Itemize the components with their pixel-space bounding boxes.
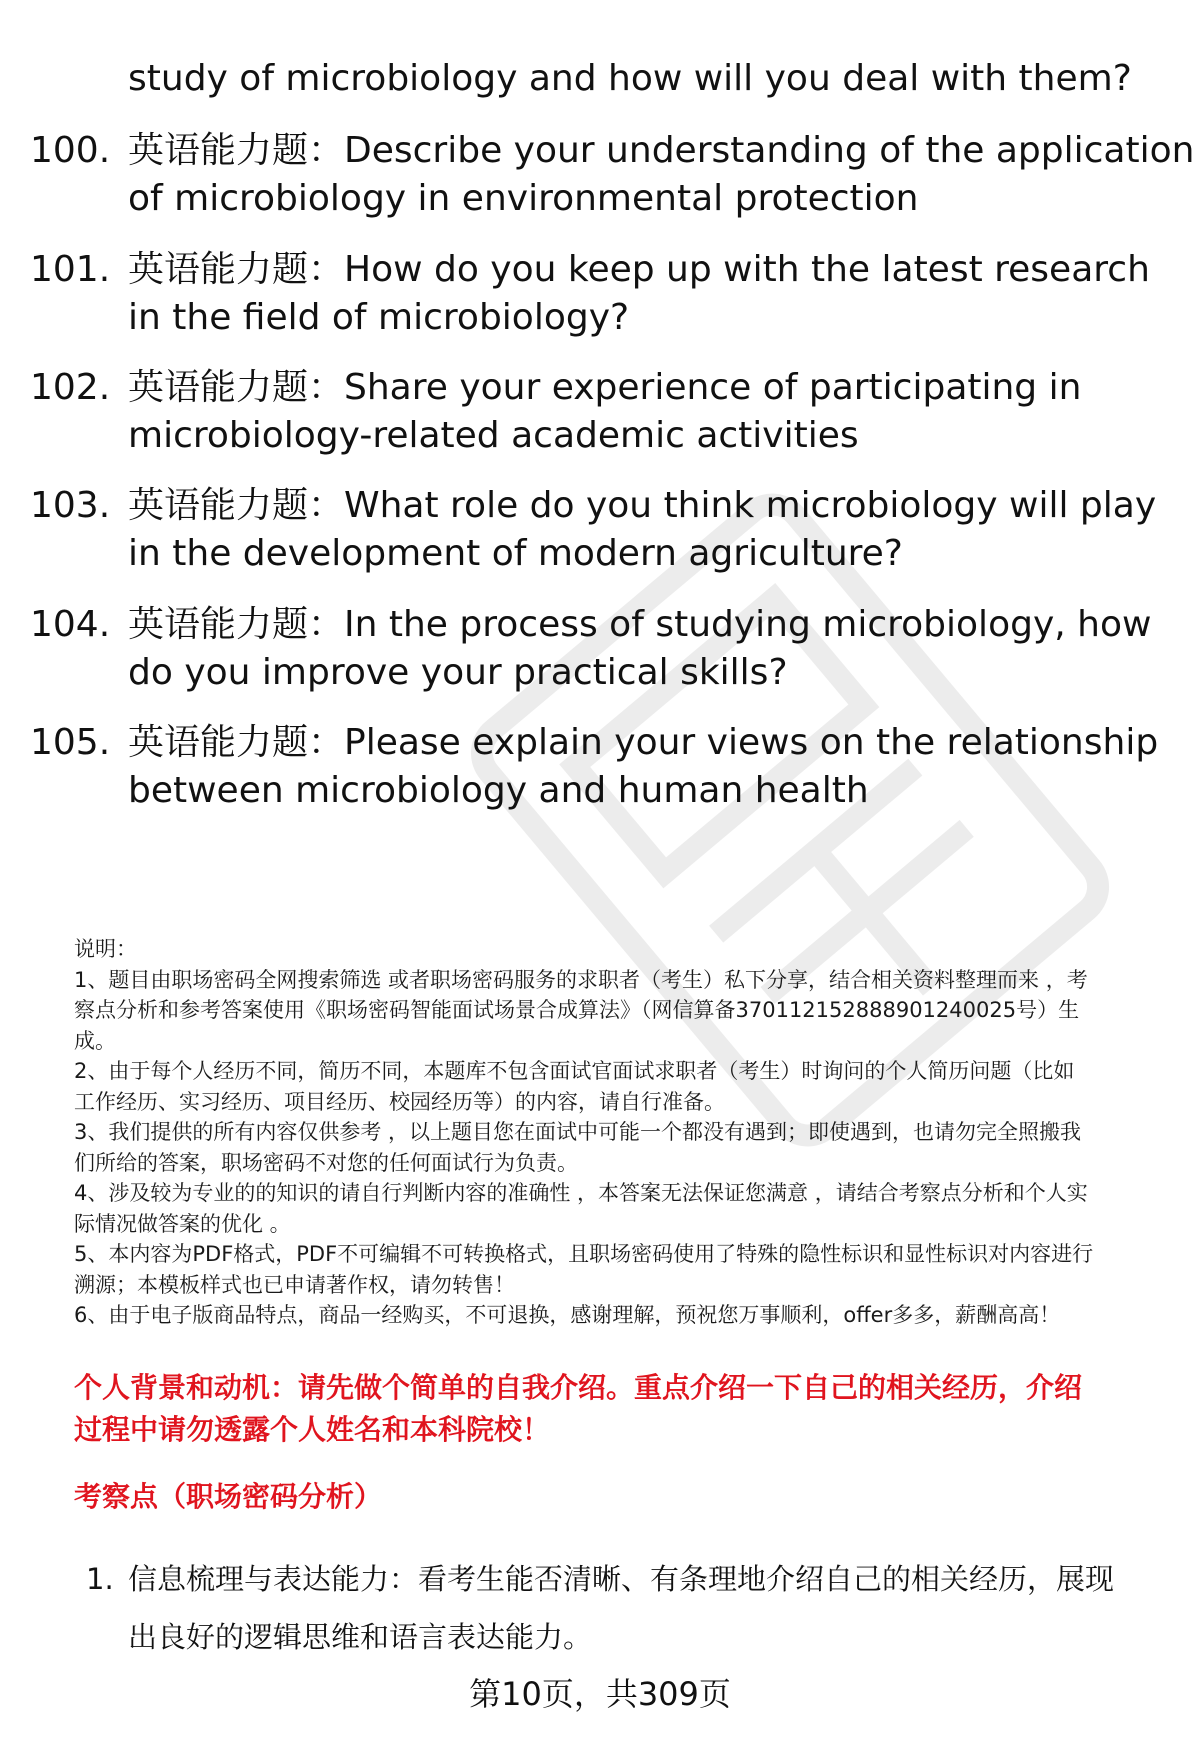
question-number: 103. (30, 485, 111, 526)
notes-section (74, 934, 1164, 1331)
prompt-line: 个人背景和动机：请先做个简单的自我介绍。重点介绍一下自己的相关经历，介绍 (74, 1371, 1083, 1404)
analysis-title: 考察点（职场密码分析） (74, 1480, 383, 1513)
note-line: 成。 (74, 1028, 116, 1053)
note-line: 2、由于每个人经历不同，简历不同，本题库不包含面试官面试求职者（考生）时询问的个人简历问题（比如 (74, 1059, 1075, 1083)
question-number: 104. (30, 604, 111, 645)
note-line: 工作经历、实习经历、项目经历、校园经历等）的内容，请自行准备。 (74, 1089, 725, 1114)
question-line: 英语能力题：Please explain your views on the relationship (128, 722, 1159, 763)
question-item (30, 719, 1170, 815)
question-line: 英语能力题：How do you keep up with the latest research (128, 249, 1150, 290)
note-line: 5、本内容为PDF格式，PDF不可编辑不可转换格式，且职场密码使用了特殊的隐性标识和显性标识对内容进行 (74, 1242, 1094, 1266)
page-number: 第10页，共309页 (469, 1675, 731, 1713)
point-line: 信息梳理与表达能力：看考生能否清晰、有条理地介绍自己的相关经历，展现 (128, 1562, 1115, 1596)
question-item (30, 127, 1195, 223)
question-text (128, 127, 1195, 223)
analysis-point (86, 1550, 1114, 1666)
note-line: 溯源；本模板样式也已申请著作权，请勿转售！ (74, 1272, 515, 1297)
question-line: 英语能力题：In the process of studying microbiology, how (128, 604, 1152, 645)
note-line: 3、我们提供的所有内容仅供参考 ，以上题目您在面试中可能一个都没有遇到；即使遇到，也请勿完全照搬我 (74, 1120, 1082, 1144)
question-text (128, 364, 1188, 460)
question-text (128, 482, 1188, 578)
question-text (128, 601, 1188, 697)
question-text (128, 719, 1188, 815)
note-line: 6、由于电子版商品特点，商品一经购买，不可退换，感谢理解，预祝您万事顺利，offer多多，薪酬高高！ (74, 1303, 1061, 1327)
question-number: 105. (30, 722, 111, 763)
question-line: in the development of modern agriculture? (128, 533, 903, 574)
notes-title: 说明： (74, 937, 137, 961)
question-number: 100. (30, 130, 111, 171)
prompt-line: 过程中请勿透露个人姓名和本科院校！ (74, 1413, 551, 1446)
question-item (30, 246, 1170, 342)
question-line: of microbiology in environmental protection (128, 178, 919, 219)
question-continuation: study of microbiology and how will you deal with them? (128, 58, 1132, 99)
note-line: 4、涉及较为专业的的知识的请自行判断内容的准确性 ，本答案无法保证您满意 ，请结合考察点分析和个人实 (74, 1181, 1088, 1205)
question-number: 102. (30, 367, 111, 408)
note-line: 们所给的答案，职场密码不对您的任何面试行为负责。 (74, 1150, 578, 1175)
question-item (30, 364, 1170, 460)
question-number: 101. (30, 249, 111, 290)
question-line: do you improve your practical skills? (128, 652, 788, 693)
question-line: 英语能力题：What role do you think microbiology will play (128, 485, 1157, 526)
question-text (128, 246, 1188, 342)
question-line: 英语能力题：Share your experience of participating in (128, 367, 1082, 408)
note-line: 1、题目由职场密码全网搜索筛选 或者职场密码服务的求职者（考生）私下分享，结合相关资料整理而来 ，考 (74, 967, 1088, 992)
question-item (30, 601, 1170, 697)
question-item (30, 482, 1170, 578)
question-line: between microbiology and human health (128, 770, 869, 811)
interview-prompt (74, 1367, 1082, 1451)
question-line: in the field of microbiology? (128, 297, 630, 338)
question-line: 英语能力题：Describe your understanding of the application (128, 130, 1195, 171)
point-text (128, 1550, 1114, 1666)
point-number: 1. (86, 1562, 114, 1596)
note-line: 察点分析和参考答案使用《职场密码智能面试场景合成算法》（网信算备370112152888901240025号）生 (74, 998, 1080, 1022)
question-line: microbiology-related academic activities (128, 415, 859, 456)
point-line: 出良好的逻辑思维和语言表达能力。 (128, 1620, 593, 1654)
note-line: 际情况做答案的优化 。 (74, 1211, 291, 1236)
